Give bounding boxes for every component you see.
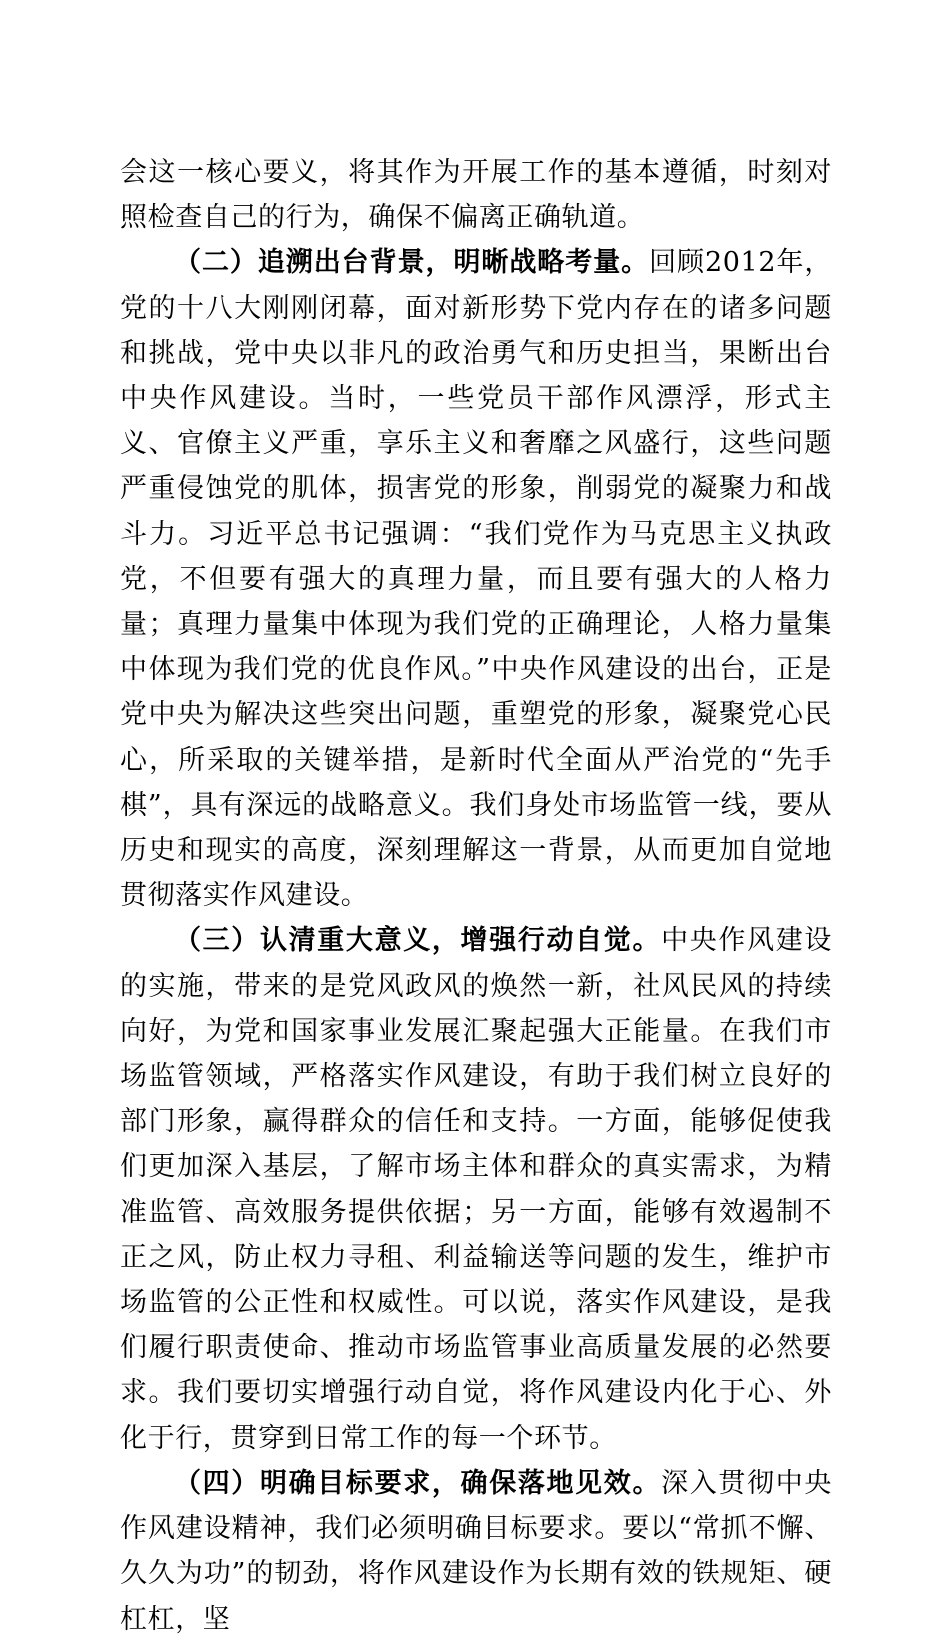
paragraph-2 [120, 240, 832, 918]
paragraph-3-text: 中央作风建设的实施，带来的是党风政风的焕然一新，社风民风的持续向好，为党和国家事业发展汇聚起强大正能量。在我们市场监管领域，严格落实作风建设，有助于我们树立良好的部门形象，赢得群众的信任和支持。一方面，能够促使我们更加深入基层，了解市场主体和群众的真实需求，为精准监管、高效服务提供依据；另一方面，能够有效遏制不正之风，防止权力寻租、利益输送等问题的发生，维护市场监管的公正性和权威性。可以说，落实作风建设，是我们履行职责使命、推动市场监管事业高质量发展的必然要求。我们要切实增强行动自觉，将作风建设内化于心、外化于行，贯穿到日常工作的每一个环节。 [120, 925, 832, 1454]
paragraph-4 [120, 1461, 832, 1642]
paragraph-1 [120, 150, 832, 240]
paragraph-2-text: 回顾2012年，党的十八大刚刚闭幕，面对新形势下党内存在的诸多问题和挑战，党中央以非凡的政治勇气和历史担当，果断出台中央作风建设。当时，一些党员干部作风漂浮，形式主义、官僚主义严重，享乐主义和奢靡之风盛行，这些问题严重侵蚀党的肌体，损害党的形象，削弱党的凝聚力和战斗力。习近平总书记强调：“我们党作为马克思主义执政党，不但要有强大的真理力量，而且要有强大的人格力量；真理力量集中体现为我们党的正确理论，人格力量集中体现为我们党的优良作风。”中央作风建设的出台，正是党中央为解决这些突出问题，重塑党的形象，凝聚党心民心，所采取的关键举措，是新时代全面从严治党的“先手棋”，具有深远的战略意义。我们身处市场监管一线，要从历史和现实的高度，深刻理解这一背景，从而更加自觉地贯彻落实作风建设。 [120, 247, 832, 912]
section-heading-3: （三）认清重大意义，增强行动自觉。 [174, 925, 662, 957]
document-body [120, 150, 832, 1642]
section-heading-4: （四）明确目标要求，确保落地见效。 [174, 1467, 662, 1499]
paragraph-3 [120, 918, 832, 1460]
paragraph-1-text: 会这一核心要义，将其作为开展工作的基本遵循，时刻对照检查自己的行为，确保不偏离正确轨道。 [120, 157, 832, 234]
paragraph-4-text: 深入贯彻中央作风建设精神，我们必须明确目标要求。要以“常抓不懈、久久为功”的韧劲，将作风建设作为长期有效的铁规矩、硬杠杠，坚 [120, 1467, 832, 1635]
section-heading-2: （二）追溯出台背景，明晰战略考量。 [174, 247, 650, 279]
